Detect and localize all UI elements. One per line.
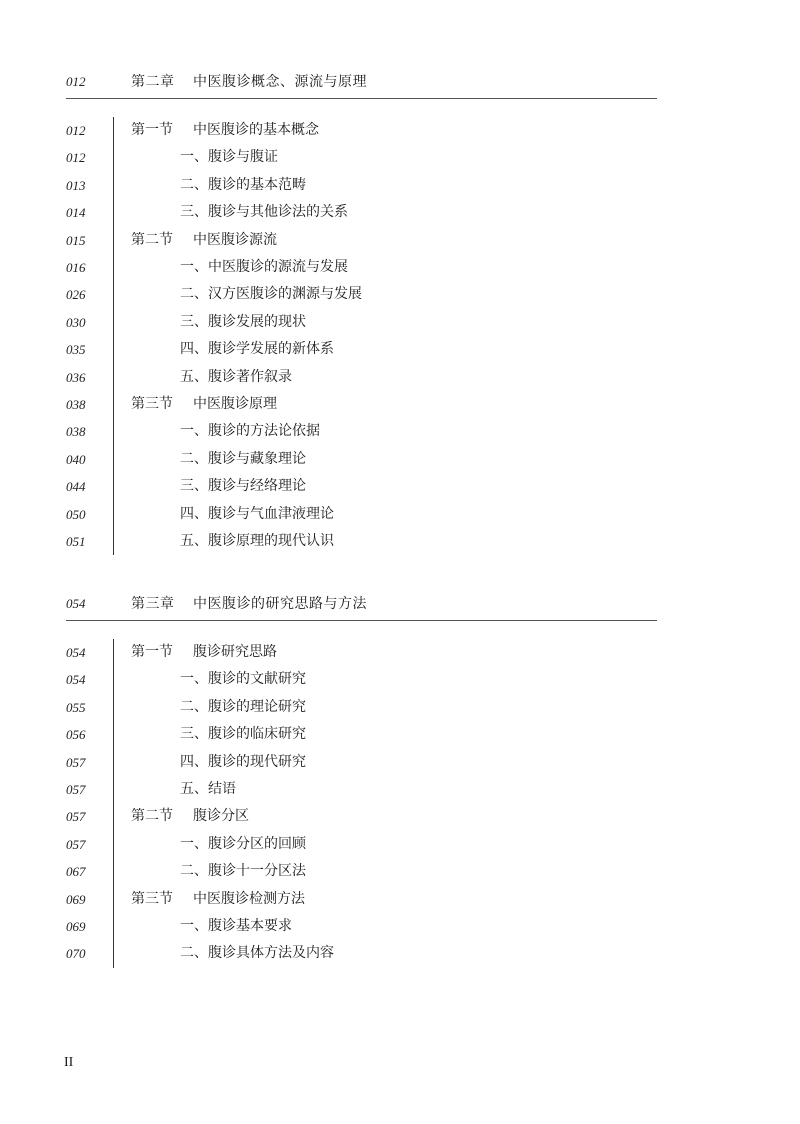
subsection-title: 二、腹诊的基本范畴 xyxy=(180,176,306,193)
section-label: 第三节 xyxy=(131,890,173,907)
entry-page-number: 026 xyxy=(66,287,86,303)
chapter-title: 中医腹诊概念、源流与原理 xyxy=(193,74,367,90)
entry-page-number: 038 xyxy=(66,424,86,440)
subsection-title: 一、腹诊基本要求 xyxy=(180,918,292,934)
chapter-label: 第二章 xyxy=(131,74,175,90)
subsection-entry[interactable] xyxy=(0,336,800,363)
entry-page-number: 067 xyxy=(66,864,86,880)
subsection-entry[interactable] xyxy=(0,418,800,445)
entry-page-number: 055 xyxy=(66,699,86,715)
section-entry[interactable] xyxy=(0,803,800,830)
subsection-title: 四、腹诊学发展的新体系 xyxy=(180,341,334,358)
entry-page-number: 054 xyxy=(66,672,86,688)
subsection-entry[interactable] xyxy=(0,254,800,281)
entry-page-number: 030 xyxy=(66,314,86,330)
section-label: 第三节 xyxy=(131,396,173,412)
entry-page-number: 013 xyxy=(66,177,86,193)
subsection-title: 二、汉方医腹诊的渊源与发展 xyxy=(180,286,362,303)
chapter-page-number: 054 xyxy=(66,596,86,611)
subsection-title: 三、腹诊与其他诊法的关系 xyxy=(180,204,348,221)
subsection-title: 二、腹诊的理论研究 xyxy=(180,698,306,715)
entry-page-number: 051 xyxy=(66,534,86,549)
section-title: 腹诊研究思路 xyxy=(193,644,277,660)
entry-page-number: 056 xyxy=(66,727,86,743)
subsection-entry[interactable] xyxy=(0,721,800,748)
footer-page-number: II xyxy=(64,1055,74,1070)
section-title: 中医腹诊原理 xyxy=(193,396,277,412)
subsection-title: 一、中医腹诊的源流与发展 xyxy=(180,259,348,275)
entry-page-number: 050 xyxy=(66,506,86,522)
section-label: 第二节 xyxy=(131,808,173,825)
subsection-entry[interactable] xyxy=(0,831,800,858)
subsection-title: 一、腹诊与腹证 xyxy=(180,149,278,166)
subsection-title: 四、腹诊与气血津液理论 xyxy=(180,505,334,522)
chapter-page-number: 012 xyxy=(66,74,86,89)
subsection-entry[interactable] xyxy=(0,749,800,776)
subsection-title: 五、腹诊著作叙录 xyxy=(180,368,292,385)
section-entry[interactable] xyxy=(0,391,800,418)
subsection-entry[interactable] xyxy=(0,940,800,967)
entry-page-number: 054 xyxy=(66,645,86,660)
subsection-title: 三、腹诊与经络理论 xyxy=(180,478,306,495)
entry-page-number: 069 xyxy=(66,919,86,934)
entry-page-number: 012 xyxy=(66,123,86,138)
subsection-title: 一、腹诊的文献研究 xyxy=(180,671,306,688)
section-entry[interactable] xyxy=(0,886,800,913)
section-label: 第一节 xyxy=(131,644,173,660)
subsection-entry[interactable] xyxy=(0,694,800,721)
entry-page-number: 040 xyxy=(66,451,86,467)
subsection-entry[interactable] xyxy=(0,309,800,336)
section-entry[interactable] xyxy=(0,117,800,144)
subsection-title: 四、腹诊的现代研究 xyxy=(180,753,306,770)
subsection-entry[interactable] xyxy=(0,473,800,500)
subsection-entry[interactable] xyxy=(0,666,800,693)
subsection-title: 三、腹诊发展的现状 xyxy=(180,313,306,330)
subsection-title: 五、腹诊原理的现代认识 xyxy=(180,533,334,549)
entry-page-number: 015 xyxy=(66,232,86,248)
subsection-title: 三、腹诊的临床研究 xyxy=(180,726,306,743)
chapter-divider xyxy=(66,620,657,621)
subsection-entry[interactable] xyxy=(0,172,800,199)
subsection-title: 二、腹诊与藏象理论 xyxy=(180,450,306,467)
section-title: 腹诊分区 xyxy=(193,808,249,825)
chapter-divider xyxy=(66,98,657,99)
entry-page-number: 069 xyxy=(66,891,86,907)
section-label: 第一节 xyxy=(131,122,173,138)
subsection-title: 一、腹诊分区的回顾 xyxy=(180,835,306,852)
subsection-title: 二、腹诊具体方法及内容 xyxy=(180,945,334,962)
entry-page-number: 038 xyxy=(66,397,86,412)
section-title: 中医腹诊源流 xyxy=(193,231,277,248)
entry-page-number: 016 xyxy=(66,260,86,275)
subsection-entry[interactable] xyxy=(0,199,800,226)
subsection-entry[interactable] xyxy=(0,776,800,803)
entry-page-number: 057 xyxy=(66,754,86,770)
subsection-entry[interactable] xyxy=(0,528,800,555)
section-label: 第二节 xyxy=(131,231,173,248)
subsection-title: 五、结语 xyxy=(180,781,236,797)
entry-page-number: 035 xyxy=(66,342,86,358)
entry-page-number: 057 xyxy=(66,782,86,797)
subsection-entry[interactable] xyxy=(0,446,800,473)
entry-page-number: 057 xyxy=(66,836,86,852)
subsection-entry[interactable] xyxy=(0,144,800,171)
entry-page-number: 057 xyxy=(66,809,86,825)
subsection-entry[interactable] xyxy=(0,858,800,885)
subsection-title: 二、腹诊十一分区法 xyxy=(180,863,306,880)
subsection-title: 一、腹诊的方法论依据 xyxy=(180,423,320,440)
chapter-label: 第三章 xyxy=(131,596,175,612)
entry-page-number: 014 xyxy=(66,205,86,221)
section-title: 中医腹诊的基本概念 xyxy=(193,122,319,138)
entry-page-number: 012 xyxy=(66,150,86,166)
subsection-entry[interactable] xyxy=(0,913,800,940)
subsection-entry[interactable] xyxy=(0,501,800,528)
chapter-title: 中医腹诊的研究思路与方法 xyxy=(193,596,367,612)
entry-page-number: 070 xyxy=(66,946,86,962)
subsection-entry[interactable] xyxy=(0,364,800,391)
subsection-entry[interactable] xyxy=(0,281,800,308)
chapter-heading[interactable] xyxy=(0,592,800,616)
entry-page-number: 044 xyxy=(66,479,86,495)
section-title: 中医腹诊检测方法 xyxy=(193,890,305,907)
entry-page-number: 036 xyxy=(66,369,86,385)
section-entry[interactable] xyxy=(0,227,800,254)
chapter-heading[interactable] xyxy=(0,70,800,94)
section-entry[interactable] xyxy=(0,639,800,666)
